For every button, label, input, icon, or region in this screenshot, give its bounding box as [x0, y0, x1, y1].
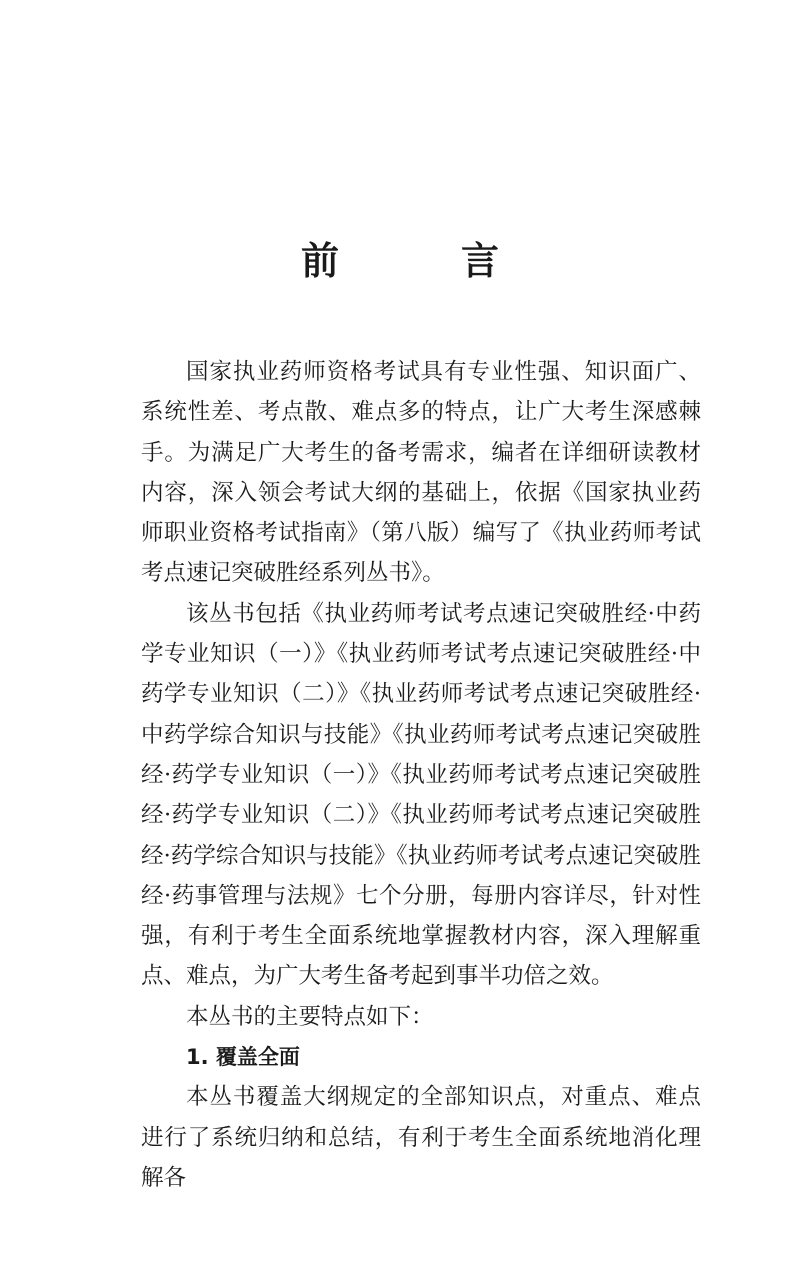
- paragraph-coverage: 本丛书覆盖大纲规定的全部知识点，对重点、难点进行了系统归纳和总结，有利于考生全面系统地消化理解各: [141, 1084, 701, 1191]
- page-title: 前 言: [300, 238, 541, 283]
- section-heading-coverage: 1. 覆盖全面: [186, 1045, 300, 1070]
- body-text: [141, 352, 701, 1198]
- paragraph-series-list: 该丛书包括《执业药师考试考点速记突破胜经·中药学专业知识（一）》《执业药师考试考点速记突破胜经·中药学专业知识（二）》《执业药师考试考点速记突破胜经·中药学综合知识与技能》《执业药师考试考点速记突破胜经·药学专业知识（一）》《执业药师考试考点速记突破胜经·药学专业知识（二）》《执业药师考试考点速记突破胜经·药学综合知识与技能》《执业药师考试考点速记突破胜经·药事管理与法规》七个分册，每册内容详尽，针对性强，有利于考生全面系统地掌握教材内容，深入理解重点、难点，为广大考生备考起到事半功倍之效。: [141, 600, 701, 990]
- paragraph-intro: 国家执业药师资格考试具有专业性强、知识面广、系统性差、考点散、难点多的特点，让广大考生深感棘手。为满足广大考生的备考需求，编者在详细研读教材内容，深入领会考试大纲的基础上，依据《国家执业药师职业资格考试指南》（第八版）编写了《执业药师考试考点速记突破胜经系列丛书》。: [141, 359, 701, 587]
- paragraph-features-intro: 本丛书的主要特点如下：: [186, 1003, 434, 1030]
